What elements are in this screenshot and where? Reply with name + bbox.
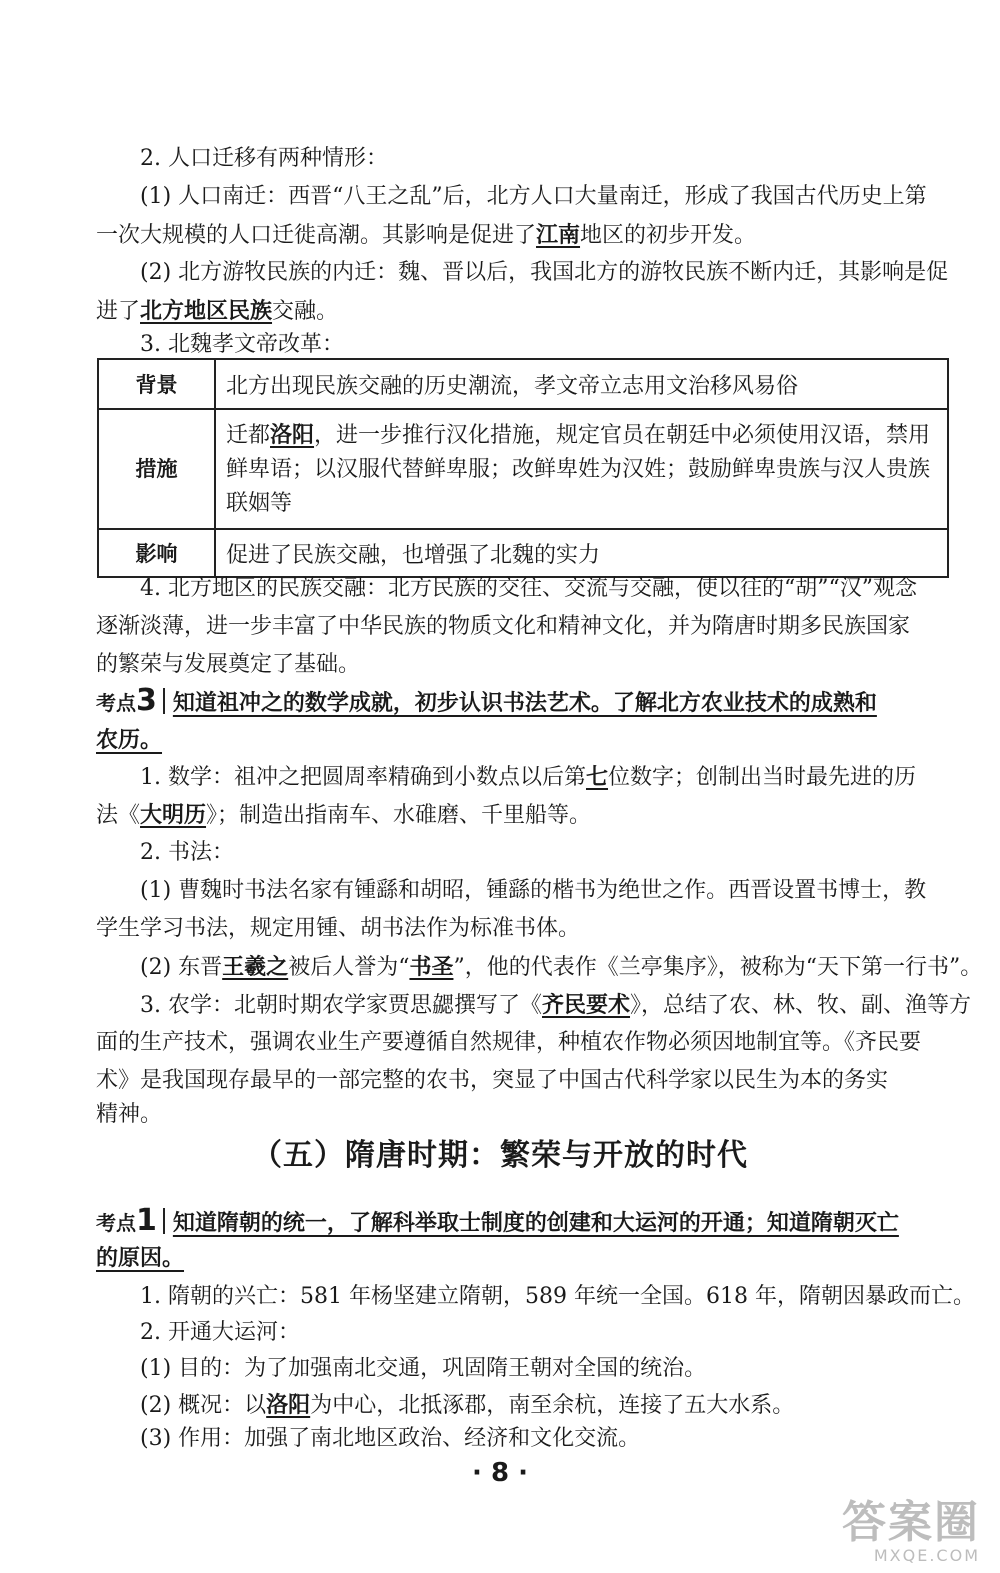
paragraph-line: 的繁荣与发展奠定了基础。 <box>96 652 361 677</box>
reform-table <box>97 358 949 578</box>
paragraph-line: 2. 人口迁移有两种情形： <box>140 146 388 171</box>
paragraph-line: 学生学习书法，规定用锺、胡书法作为标准书体。 <box>96 916 581 941</box>
table-header-cell: 背景 <box>98 359 215 409</box>
paragraph-line: (1) 曹魏时书法名家有锺繇和胡昭，锺繇的楷书为绝世之作。西晋设置书博士，教 <box>140 878 927 903</box>
paragraph-line: 面的生产技术，强调农业生产要遵循自然规律，种植农作物必须因地制宜等。《齐民要 <box>96 1030 922 1055</box>
key-term: 七 <box>586 764 609 790</box>
paragraph-line: 4. 北方地区的民族交融：北方民族的交往、交流与交融，使以往的“胡”“汉”观念 <box>140 576 917 601</box>
paragraph-line: (1) 目的：为了加强南北交通，巩固隋王朝对全国的统治。 <box>140 1356 707 1381</box>
exam-point-number: 1 <box>136 1203 157 1238</box>
key-term: 洛阳 <box>270 421 315 448</box>
exam-point-heading-cont: 农历。 <box>96 728 163 753</box>
divider <box>163 688 165 714</box>
paragraph-line: (2) 东晋王羲之被后人誉为“书圣”，他的代表作《兰亭集序》，被称为“天下第一行书”。 <box>140 954 983 980</box>
paragraph-line: (3) 作用：加强了南北地区政治、经济和文化交流。 <box>140 1426 641 1451</box>
table-row <box>98 529 948 577</box>
table-row <box>98 409 948 529</box>
paragraph-line: (1) 人口南迁：西晋“八王之乱”后，北方人口大量南迁，形成了我国古代历史上第 <box>140 184 927 209</box>
key-term: 大明历 <box>140 802 207 828</box>
paragraph-line: 2. 书法： <box>140 840 234 865</box>
paragraph-line: 精神。 <box>96 1102 163 1127</box>
exam-point-heading-cont: 的原因。 <box>96 1246 185 1271</box>
exam-point-heading: 考点1 知道隋朝的统一，了解科举取士制度的创建和大运河的开通；知道隋朝灭亡 <box>96 1203 899 1238</box>
key-term: 齐民要术 <box>542 992 631 1018</box>
exam-point-heading: 考点3 知道祖冲之的数学成就，初步认识书法艺术。了解北方农业技术的成熟和 <box>96 683 877 718</box>
paragraph-line: (2) 北方游牧民族的内迁：魏、晋以后，我国北方的游牧民族不断内迁，其影响是促 <box>140 260 949 285</box>
exam-point-tag: 考点 <box>96 1211 136 1235</box>
paragraph-line: 1. 隋朝的兴亡：581 年杨坚建立隋朝，589 年统一全国。618 年，隋朝因暴政而亡。 <box>140 1284 975 1309</box>
page-number: · 8 · <box>472 1458 528 1488</box>
paragraph-line: 逐渐淡薄，进一步丰富了中华民族的物质文化和精神文化，并为隋唐时期多民族国家 <box>96 614 911 639</box>
exam-point-number: 3 <box>136 683 157 718</box>
table-header-cell: 措施 <box>98 409 215 529</box>
paragraph-line: 法《大明历》；制造出指南车、水碓磨、千里船等。 <box>96 802 592 828</box>
paragraph-line: 进了北方地区民族交融。 <box>96 298 339 324</box>
table-cell: 北方出现民族交融的历史潮流，孝文帝立志用文治移风易俗 <box>215 359 948 409</box>
paragraph-line: 2. 开通大运河： <box>140 1320 300 1345</box>
key-term: 王羲之 <box>222 954 289 980</box>
paragraph-line: 1. 数学：祖冲之把圆周率精确到小数点以后第七位数字；创制出当时最先进的历 <box>140 764 917 790</box>
key-term: 书圣 <box>409 954 454 980</box>
watermark-logo: 答案圈 MXQE.COM <box>842 1497 980 1565</box>
paragraph-line: 3. 北魏孝文帝改革： <box>140 332 344 357</box>
table-row <box>98 359 948 409</box>
key-term: 北方地区民族 <box>140 298 273 324</box>
table-header-cell: 影响 <box>98 529 215 577</box>
divider <box>163 1208 165 1234</box>
paragraph-line: 3. 农学：北朝时期农学家贾思勰撰写了《齐民要术》，总结了农、林、牧、副、渔等方 <box>140 992 972 1018</box>
exam-point-tag: 考点 <box>96 691 136 715</box>
key-term: 洛阳 <box>266 1392 311 1418</box>
paragraph-line: (2) 概况：以洛阳为中心，北抵涿郡，南至余杭，连接了五大水系。 <box>140 1392 795 1418</box>
table-cell: 迁都洛阳，进一步推行汉化措施，规定官员在朝廷中必须使用汉语，禁用 鲜卑语；以汉服代替鲜卑服；改鲜卑姓为汉姓；鼓励鲜卑贵族与汉人贵族 联姻等 <box>215 409 948 529</box>
section-title: （五）隋唐时期：繁荣与开放的时代 <box>252 1138 748 1173</box>
paragraph-line: 术》是我国现存最早的一部完整的农书，突显了中国古代科学家以民生为本的务实 <box>96 1068 889 1093</box>
table-cell: 促进了民族交融，也增强了北魏的实力 <box>215 529 948 577</box>
key-term: 江南 <box>536 222 581 248</box>
paragraph-line: 一次大规模的人口迁徙高潮。其影响是促进了江南地区的初步开发。 <box>96 222 757 248</box>
